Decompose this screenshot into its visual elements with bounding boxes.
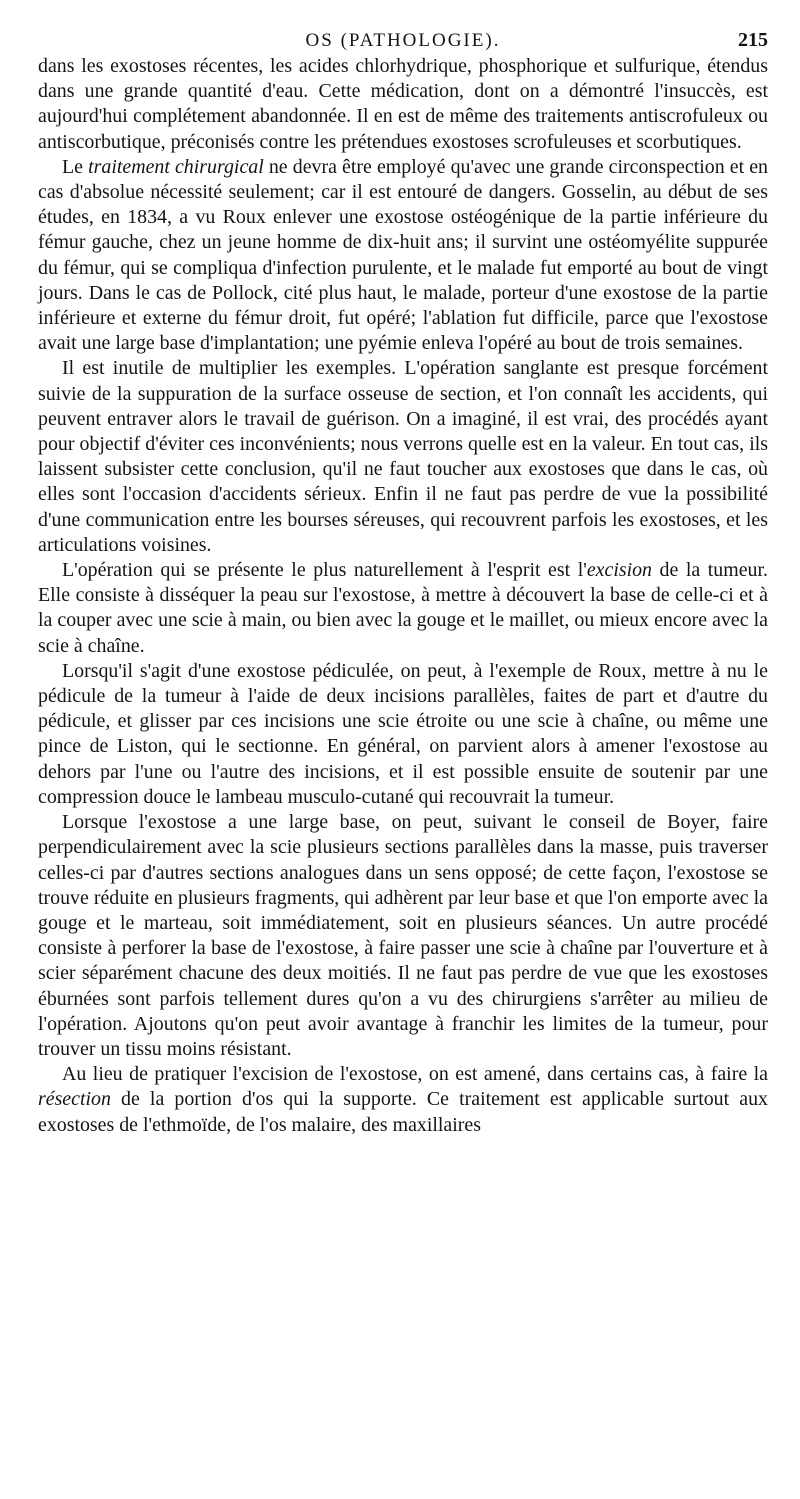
paragraph	[38, 54, 768, 155]
text-run: Il est inutile de multiplier les exemples. L'opération sanglante est presque forcément suivie de la suppuration de la surface osseuse de section, et l'on connaît les accidents, qui peuvent entraver alors le travail de guérison. On a imaginé, il est vrai, des procédés ayant pour objectif d'éviter ces inconvénients; nous verrons quelle est en la valeur. En tout cas, ils laissent subsister cette conclusion, qu'il ne faut toucher aux exostoses que dans le cas, où elles sont l'occasion d'accidents sérieux. Enfin il ne faut pas perdre de vue la possibilité d'une communication entre les bourses séreuses, qui recouvrent parfois les exostoses, et les articulations voisines.	[38, 357, 768, 556]
text-run: L'opération qui se présente le plus naturellement à l'esprit est l'	[62, 559, 587, 582]
paragraph	[38, 1062, 768, 1138]
text-run: Lorsqu'il s'agit d'une exostose pédiculée, on peut, à l'exemple de Roux, mettre à nu le pédicule de la tumeur à l'aide de deux incisions parallèles, faites de part et d'autre du pédicule, et glisser par ces incisions une scie étroite ou une scie à chaîne, ou même une pince de Liston, qui le sectionne. En général, on parvient alors à amener l'exostose au dehors par l'une ou l'autre des incisions, et il est possible ensuite de soutenir par une compression douce le lambeau musculo-cutané qui recouvrait la tumeur.	[38, 659, 768, 808]
paragraph	[38, 155, 768, 357]
italic-text: excision	[586, 559, 652, 582]
italic-text: traitement chirurgical	[88, 155, 264, 178]
body-text	[38, 54, 768, 1138]
text-run: Lorsque l'exostose a une large base, on peut, suivant le conseil de Boyer, faire perpendiculairement avec la scie plusieurs sections parallèles dans la masse, puis traverser celles-ci par d'autres sections analogues dans un sens opposé; de cette façon, l'exostose se trouve réduite en plusieurs fragments, qui adhèrent par leur base et que l'on emporte avec la gouge et le marteau, soit immédiatement, soit en plusieurs séances. Un autre procédé consiste à perforer la base de l'exostose, à faire passer une scie à chaîne par l'ouverture et à scier séparément chacune des deux moitiés. Il ne faut pas perdre de vue que les exostoses éburnées sont parfois tellement dures qu'on a vu des chirurgiens s'arrêter au milieu de l'opération. Ajoutons qu'on peut avoir avantage à franchir les limites de la tumeur, pour trouver un tissu moins résistant.	[38, 811, 768, 1060]
paragraph	[38, 356, 768, 558]
text-run: dans les exostoses récentes, les acides chlorhydrique, phosphorique et sulfurique, étendus dans une grande quantité d'eau. Cette médication, dont on a démontré l'insuccès, est aujourd'hui complétement abandonnée. Il en est de même des traitements antiscrofuleux ou antiscorbutique, préconisés contre les prétendues exostoses scrofuleuses et scorbutiques.	[38, 55, 768, 153]
italic-text: résection	[38, 1088, 111, 1111]
running-header	[38, 0, 768, 54]
text-run: de la portion d'os qui la supporte. Ce traitement est applicable surtout aux exostoses de l'ethmoïde, de l'os malaire, des maxillaires	[38, 1088, 768, 1136]
text-run: de la tumeur. Elle consiste à disséquer la peau sur l'exostose, à mettre à découvert la base de celle-ci et à la couper avec une scie à main, ou bien avec la gouge et le maillet, ou mieux encore avec la scie à chaîne.	[38, 559, 768, 657]
text-run: ne devra être employé qu'avec une grande circonspection et en cas d'absolue nécessité seulement; car il est entouré de dangers. Gosselin, au début de ses études, en 1834, a vu Roux enlever une exostose ostéogénique de la partie inférieure du fémur gauche, chez un jeune homme de dix-huit ans; il survint une ostéomyélite suppurée du fémur, qui se compliqua d'infection purulente, et le malade fut emporté au bout de vingt jours. Dans le cas de Pollock, cité plus haut, le malade, porteur d'une exostose de la partie inférieure et externe du fémur droit, fut opéré; l'ablation fut difficile, parce que l'exostose avait une large base d'implantation; une pyémie enleva l'opéré au bout de trois semaines.	[38, 155, 769, 355]
page	[38, 0, 768, 1138]
text-run: Le	[62, 155, 89, 178]
paragraph	[38, 558, 768, 659]
running-title: OS (PATHOLOGIE).	[305, 30, 501, 51]
paragraph	[38, 659, 768, 810]
page-number: 215	[738, 29, 768, 51]
paragraph	[38, 810, 768, 1062]
text-run: Au lieu de pratiquer l'excision de l'exostose, on est amené, dans certains cas, à faire la	[62, 1063, 768, 1086]
